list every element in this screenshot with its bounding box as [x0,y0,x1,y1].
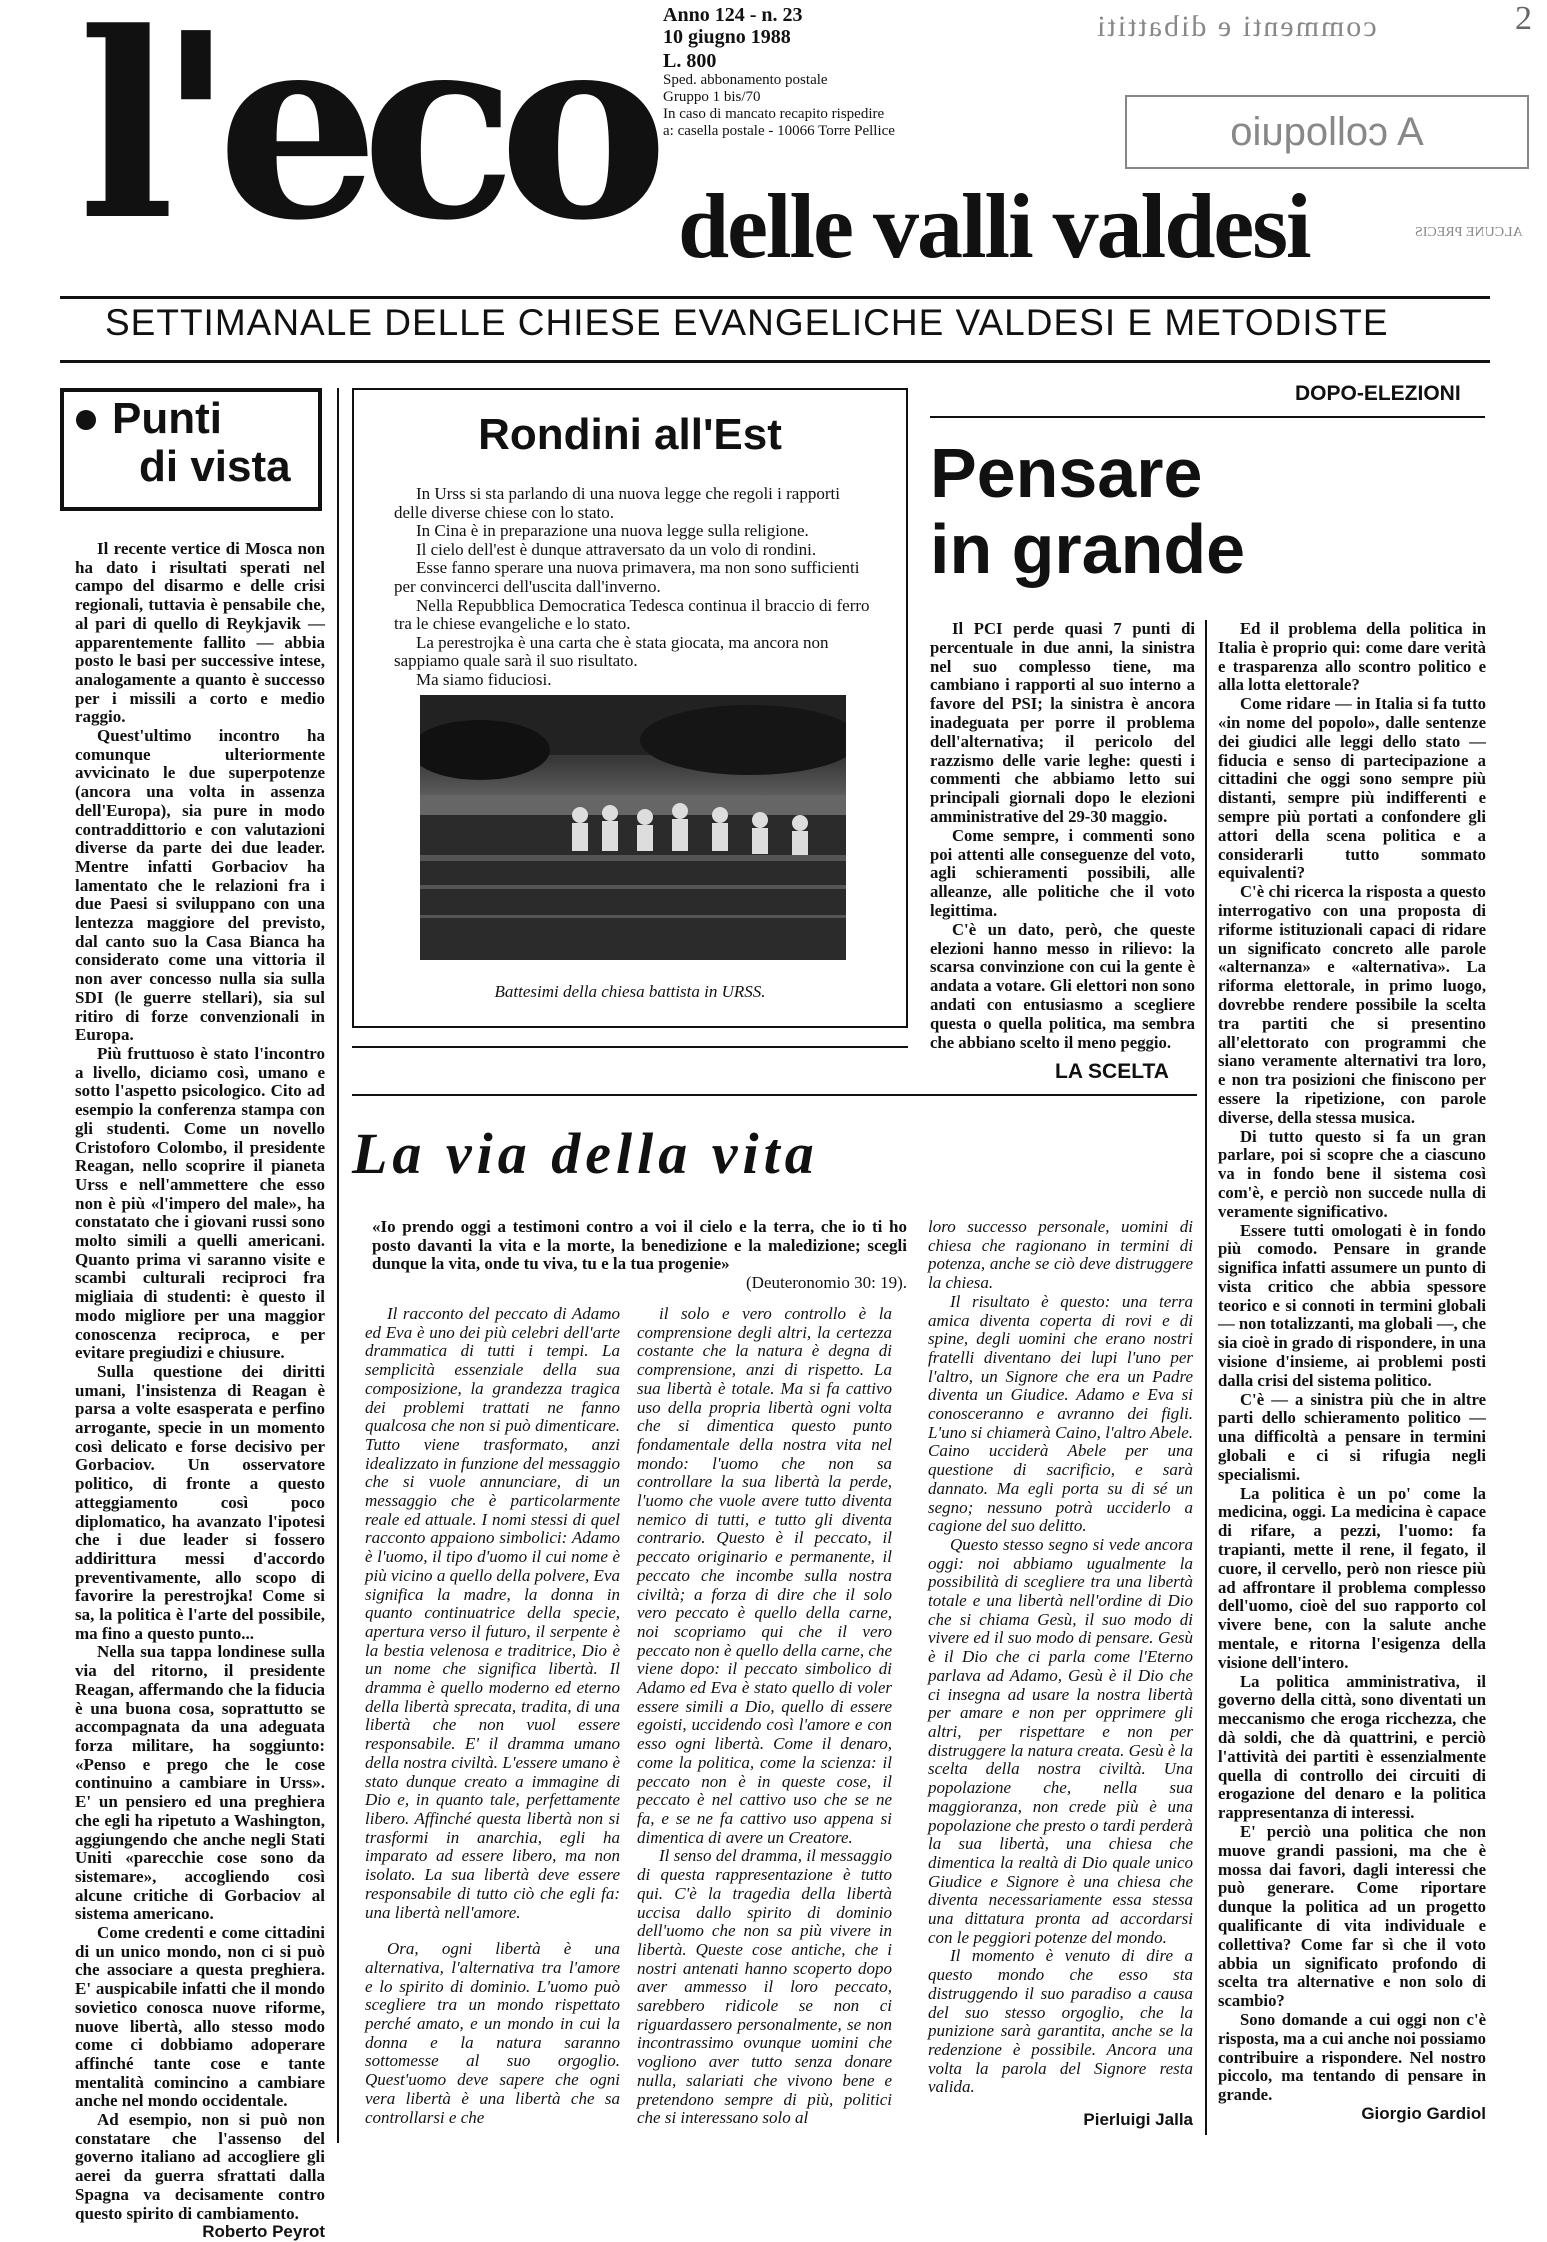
la-via-author: Pierluigi Jalla [1083,2110,1193,2130]
pensare-paragraph: Come sempre, i commenti sono poi attenti alle conseguenze del voto, agli schieramenti possibili, alle alleanze, alle politiche che il voto legittima. [930,825,1195,920]
rule-dopo-elezioni [930,416,1485,418]
la-via-paragraph: Il racconto del peccato di Adamo ed Eva è uno dei più celebri dell'arte drammatica di tutti i tempi. La semplicità essenziale della sua composizione, la grandezza tragica dei problemi trattati ne fanno qualcosa che non si può dimenticare. Tutto viene trasformato, anzi idealizzato in funzione del messaggio che si vuole annunciare, di un messaggio che è particolarmente reale ed attuale. I nomi stessi di quel racconto appaiono simbolici: Adamo è l'uomo, il tipo d'uomo il cui nome è più vicino a quello della polvere, Eva significa la madre, la donna in quanto continuatrice della specie, apertura verso il futuro, il serpente è la bestia velenosa e traditrice, Dio è un nome che significa libertà. Il dramma è quello moderno ed eterno della libertà sprecata, tradita, di una libertà che non vuol essere responsabile. E' il dramma umano della nostra civiltà. L'essere umano è stato dunque creato a immagine di Dio e, in quanto tale, perfettamente libero. Affinché questa libertà non si trasformi in anarchia, egli ha imparato ad essere libero, ma non isolato. La sua libertà deve essere responsabile di tutto ciò che egli fa: una libertà nell'amore. [365,1304,620,1922]
rondini-line: In Urss si sta parlando di una nuova legge che regoli i rapporti delle diverse chiese con lo stato. [394,484,840,522]
la-via-paragraph: loro successo personale, uomini di chiesa che ragionano in termini di potenza, anche se ciò deve distruggere la chiesa. [928,1217,1193,1293]
pdv-paragraph: Quest'ultimo incontro ha comunque ulteriormente avvicinato le due superpotenze (ancora una volta in assenza dell'Europa), sia pure in modo contraddittorio e con valutazioni diverse da parte dei due leader. Mentre infatti Gorbaciov ha lamentato che le relazioni fra i due Paesi si sviluppano con una lentezza maggiore del previsto, dal canto suo la Casa Bianca ha considerato come una vittoria il non aver concesso nulla sia sulla SDI (le guerre stellari), sia sul ritiro di forze convenzionali in Europa. [75,726,325,1045]
la-via-paragraph: Questo stesso segno si vede ancora oggi: noi abbiamo ugualmente la possibilità di scegliere tra una libertà totale e una libertà nell'ordine di Dio che si chiama Gesù, il suo modo di vivere ed il suo modo di pensare. Gesù è il Dio che ci parla come l'Eterno parlava ad Adamo, Gesù è il Dio che ci insegna ad usare la nostra libertà per amare e non per opprimere gli altri, per rispettare e non per distruggere la natura creata. Gesù è la scelta della nostra civiltà. Una popolazione che, nella sua maggioranza, non crede più è una popolazione che presto o tardi perderà la sua libertà, una chiesa che dimentica la realtà di Dio quale unico Giudice e Signore è una chiesa che diventa necessariamente essa stessa una dittatura pronta ad accordarsi con le peggiori potenze del mondo. [928,1534,1193,1947]
pensare-paragraph: Il PCI perde quasi 7 punti di percentuale in due anni, la sinistra nel suo complesso tiene, ma cambiano i rapporti al suo interno a favore del PSI; la sinistra è ancora inadeguata per porre il problema dell'alternativa; il pericolo del razzismo delle varie leghe: questi i commenti che abbiamo letto sui principali giornali dopo le elezioni amministrative del 29-30 maggio. [930,619,1195,826]
issue-price: L. 800 [663,50,717,72]
pdv-paragraph: Più fruttuoso è stato l'incontro a livello, diciamo così, umano e sotto l'aspetto psicologico. Cito ad esempio la conferenza stampa con gli studenti. Come un novello Cristoforo Colombo, il presidente Reagan, nello scoprire il pianeta Urss e nell'ammettere che esso non è più «l'impero del male», ha constatato che i giovani russi sono molto simili a quelli americani. Quanto prima vi saranno visite e scambi culturali reciproci fra migliaia di studenti: è questo il modo migliore per una maggior conoscenza reciproca, e per evitare pregiudizi e chiusure. [75,1043,325,1363]
pdv-author: Roberto Peyrot [202,2222,325,2242]
pdv-paragraph: Ad esempio, non si può non constatare che l'assenso del governo italiano ad accogliere gli aerei da guerra sfrattati dalla Spagna va decisamente contro questo spirito di cambiamento. [75,2110,325,2223]
rondini-line: Esse fanno sperare una nuova primavera, ma non sono sufficienti per convincerci dell'uscita dall'inverno. [394,558,860,596]
masthead-rule-bottom [60,360,1490,363]
pensare-title-1: Pensare [930,434,1203,512]
postal-line-3: In caso di mancato recapito rispedire [663,106,885,122]
bleed-text-1: commenti e dibattiti [1095,10,1377,43]
baptism-photo [420,695,846,960]
bullet-dot [76,410,96,430]
pensare-paragraph: E' perciò una politica che non muove grandi passioni, ma che è mossa dai favori, dagli interessi che può generare. Come riportare dunque la politica ad un progetto qualificante di vita individuale e collettiva? Come far sì che il voto abbia un significato profondo di scelta tra alternative e non solo di scambio? [1218,1822,1486,2011]
bleed-through-strip [1095,0,1547,300]
pensare-paragraph: Essere tutti omologati è in fondo più comodo. Pensare in grande significa infatti assumere un punto di vista critico che abbia spessore teorico e si connoti in termini globali — non totalizzanti, ma globali —, che sia cioè in grado di rispondere, in una visione d'insieme, ai problemi posti dalla crisi del sistema politico. [1218,1220,1486,1390]
rule-above-scelta [352,1046,908,1048]
la-via-column-3 [928,1218,1193,2130]
dopo-elezioni-kicker: DOPO-ELEZIONI [1295,382,1461,405]
issue-date: 10 giugno 1988 [663,26,791,48]
pensare-paragraph: La politica amministrativa, il governo della città, sono diventati un meccanismo che eroga ricchezza, che dà soldi, che dà quattrini, e perciò l'attività dei partiti è essenzialmente quella di controllo dei circuiti di erogazione del denaro e la politica rappresentanza di interessi. [1218,1671,1486,1823]
postal-line-2: Gruppo 1 bis/70 [663,89,761,105]
quote-reference: (Deuteronomio 30: 19). [746,1272,907,1292]
issue-info [663,4,963,140]
rondini-line: La perestrojka è una carta che è stata giocata, ma ancora non sappiamo quale sarà il suo risultato. [394,632,829,671]
pensare-paragraph: C'è — a sinistra più che in altre parti dello schieramento politico — una difficoltà a pensare in termini globali e ci si rifugia negli specialismi. [1218,1389,1486,1484]
pensare-paragraph: Come ridare — in Italia si fa tutto «in nome del popolo», dalle sentenze dei giudici alle leggi dello stato — fiducia e senso di partecipazione a cittadini che oggi sono sempre più distanti, sempre più indifferenti e sempre più portati a confondere gli attori della scena politica e a considerarli tutto sommato equivalenti? [1218,694,1486,883]
pensare-paragraph: Ed il problema della politica in Italia è proprio qui: come dare verità e trasparenza allo scontro politico e alla lotta elettorale? [1218,619,1486,695]
la-via-paragraph: Il risultato è questo: una terra amica diventa coperta di rovi e di spine, degli uomini che erano nostri fratelli diventano dei lupi l'uno per l'altro, un Signore che era un Padre diventa un Giudice. Adamo e Eva si conosceranno e avranno dei figli. L'uno si chiamerà Caino, l'altro Abele. Caino ucciderà Abele per una questione di sacrificio, e sarà dannato. Ma egli porta su di sé un segno; nessuno potrà ucciderlo a cagione del suo delitto. [928,1291,1193,1536]
la-via-paragraph: il solo e vero controllo è la comprensione degli altri, la certezza costante che la natura è degna di comprensione, anzi di rispetto. La sua libertà è totale. Ma si fa cattivo uso della propria libertà ogni volta che si dimentica questo punto fondamentale della nostra vita nel mondo: l'uomo che non sa controllare la sua libertà la perde, l'uomo che vuole avere tutto diventa nemico di tutti, e tutto gli diventa contrario. Questo è il peccato, il peccato originario e permanente, il peccato che incombe sulla nostra civiltà; a forza di dire che il solo vero peccato è quello della carne, noi scopriamo qui che il vero peccato non è quello della carne, che viene dopo: il peccato simbolico di Adamo ed Eva è stato quello di voler essere simili a Dio, quello di essere egoisti, uccidendo così l'amore e con esso ogni libertà. Come il denaro, come la politica, come la scienza: il peccato non è in queste cose, il peccato è nel cattivo uso che se ne fa, e se ne fa cattivo uso appena si dimentica di avere un Creatore. [637,1304,892,1847]
pensare-headline [930,435,1245,587]
pensare-paragraph: Di tutto questo si fa un gran parlare, poi si scopre che a ciascuno va in fondo bene il sistema così com'è, e perciò non succede nulla di veramente significativo. [1218,1126,1486,1221]
la-via-quote [372,1218,907,1292]
issue-number: Anno 124 - n. 23 [663,4,803,26]
postal-line-1: Sped. abbonamento postale [663,72,828,88]
masthead-subtitle: delle valli valdesi [678,175,1310,277]
punti-di-vista-line1: Punti [112,394,222,443]
pdv-paragraph: Nella sua tappa londinese sulla via del ritorno, il presidente Reagan, affermando che la fiducia è una buona cosa, soprattutto se accompagnata da una adeguata forza militare, ha soggiunto: «Penso e prego che le cose continuino a cambiare in Urss». E' un pensiero ed una preghiera che egli ha ripetuto a Washington, aggiungendo che anche negli Stati Uniti «parecchie cose sono da sistemare», accogliendo così alcune critiche di Gorbaciov al sistema americano. [75,1642,325,1924]
pensare-author: Giorgio Gardiol [1361,2103,1486,2123]
rondini-line: Ma siamo fiduciosi. [416,669,552,689]
la-via-column-1 [365,1305,620,2127]
bleed-text-3: ALCUNE PRECIS [1415,225,1523,240]
punti-di-vista-column [75,540,325,2242]
page-number: 2 [1515,0,1532,37]
pensare-paragraph: Sono domande a cui oggi non c'è risposta, ma a cui anche noi possiamo contribuire a rispondere. Nel nostro piccolo, ma tentando di pensare in grande. [1218,2009,1486,2105]
la-via-paragraph: Il senso del dramma, il messaggio di questa rappresentazione è tutto qui. C'è la tragedia della libertà uccisa dallo spirito di dominio dell'uomo che non sa più vivere in libertà. Queste cose antiche, che i nostri antenati hanno scoperto dopo aver ammesso il loro peccato, sarebbero ridicole se non ci riguardassero personalmente, se non incontrassimo ovunque uomini che vogliono aver tutto senza donare nulla, salariati che vivono bene e pretendono sempre di più, politici che si interessano solo al [637,1846,892,2128]
rondini-title: Rondini all'Est [478,410,782,459]
quote-text: «Io prendo oggi a testimoni contro a voi il cielo e la terra, che io ti ho posto davanti la vita e la morte, la benedizione e la maledizione; scegli dunque la vita, onde tu viva, tu e la tua progenie» [372,1217,907,1273]
column-divider-1 [337,388,339,2143]
punti-di-vista-line2: di vista [139,442,291,491]
la-via-headline: La via della vita [352,1121,819,1186]
photo-caption: Battesimi della chiesa battista in URSS. [494,982,766,1001]
la-via-column-2 [637,1305,892,2128]
rule-below-scelta [352,1094,1197,1096]
punti-di-vista-box [60,388,322,511]
pdv-paragraph: Come credenti e come cittadini di un unico mondo, non ci si può che associare a questa preghiera. E' auspicabile infatti che il mondo sovietico conosca nuove riforme, nuove libertà, allo stesso modo come ci dobbiamo adoperare affinché tante cose e tante mentalità comincino a cambiare anche nel mondo occidentale. [75,1923,325,2111]
la-scelta-kicker: LA SCELTA [1055,1060,1169,1083]
column-divider-pensare [1205,620,1207,2135]
pensare-column-2 [1218,620,1486,2124]
baptism-photo-illustration [420,695,846,960]
la-via-paragraph: Il momento è venuto di dire a questo mondo che esso sta distruggendo il suo paradiso a causa del suo stesso orgoglio, che la punizione sarà garantita, anche se la redenzione è possibile. Ancora una volta la parola del Signore resta valida. [928,1946,1193,2097]
bleed-text-2: A colloquio [1125,95,1529,169]
masthead-rule-top [60,296,1490,299]
pdv-paragraph: Sulla questione dei diritti umani, l'insistenza di Reagan è parsa a volte esasperata e perfino arrogante, specie in un momento così delicato e forse decisivo per Gorbaciov. Un osservatore politico, di fronte a questo atteggiamento così poco diplomatico, ha avanzato l'ipotesi che i due leader si fossero addirittura messi d'accordo preventivamente, allo scopo di favorire la perestrojka! Come si sa, la politica è l'arte del possibile, ma fino a questo punto... [75,1361,325,1643]
pensare-paragraph: C'è chi ricerca la risposta a questo interrogativo con una proposta di riforme istituzionali capaci di ridare un significato concreto alle parole «alternanza» e «alternativa». La riforma elettorale, in primo luogo, dovrebbe rendere possibile la scelta tra partiti che si presentino all'elettorato con programmi che siano veramente alternativi tra loro, e non tra posizioni che finiscono per essere la ripetizione, con parole diverse, della stessa musica. [1218,882,1486,1127]
rondini-line: Nella Repubblica Democratica Tedesca continua il braccio di ferro tra le chiese evangeliche e lo stato. [394,595,870,634]
masthead-logo: l'eco [78,0,651,277]
rondini-line: In Cina è in preparazione una nuova legge sulla religione. [416,521,809,541]
la-via-paragraph: Ora, ogni libertà è una alternativa, l'alternativa tra l'amore e lo spirito di dominio. L'uomo può scegliere tra un mondo rispettato perché amato, e un mondo in cui la donna e la natura saranno sottomesse al suo orgoglio. Quest'uomo deve sapere che ogni vera libertà è una libertà che sa controllarsi e che [365,1939,620,2127]
postal-line-4: a: casella postale - 10066 Torre Pellice [663,123,895,139]
pensare-paragraph: C'è un dato, però, che queste elezioni hanno messo in rilievo: la scarsa convinzione con cui la gente è andata a votare. Gli elettori non sono andati con entusiasmo a scegliere questa o quella politica, ma sembra che abbiano scelto il meno peggio. [930,919,1195,1052]
pdv-paragraph: Il recente vertice di Mosca non ha dato i risultati sperati nel campo del disarmo e delle crisi regionali, tuttavia è pensabile che, al pari di quello di Reykjavik — apparentemente fallito — abbia posto le basi per successive intese, analogamente a quanto è successo per i missili a corto e medio raggio. [75,539,325,727]
pensare-column-1 [930,620,1195,1052]
masthead-tagline: SETTIMANALE DELLE CHIESE EVANGELICHE VALDESI E METODISTE [105,302,1389,343]
rondini-box [352,388,908,1028]
rondini-body [394,485,874,690]
pensare-paragraph: La politica è un po' come la medicina, oggi. La medicina è capace di rifare, a pezzi, l'uomo: fa trapianti, mette il rene, il fegato, il cuore, il cervello, però non riesce più ad affrontare il problema complesso dell'uomo, cioè del suo rapporto col vivere bene, con la salute anche mentale, e ritorna l'esigenza della visione dell'intero. [1218,1483,1486,1672]
pensare-title-2: in grande [930,510,1246,588]
rondini-line: Il cielo dell'est è dunque attraversato da un volo di rondini. [416,539,817,559]
